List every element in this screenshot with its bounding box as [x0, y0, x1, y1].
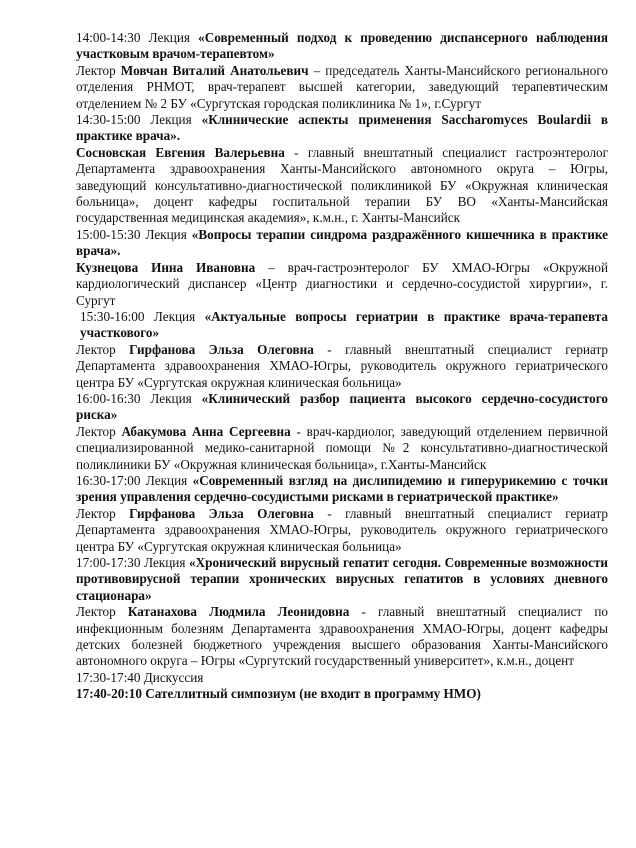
lecture-kind: Лекция — [150, 390, 192, 406]
program-item — [76, 309, 608, 391]
lecture-kind: Лекция — [145, 226, 187, 242]
lecture-heading — [76, 30, 608, 63]
lecturer-info — [76, 342, 608, 391]
program-item — [76, 112, 608, 227]
program-items — [76, 30, 608, 670]
lecture-kind: Лекция — [148, 30, 190, 45]
lecture-time: 14:30-15:00 — [76, 112, 141, 128]
lecturer-details: - главный внештатный специалист по инфекционным болезням Департамента здравоохранения ХМАО-Югры, доцент кафедры детских болезней бюджетного учреждения высшего образования Ханты-Мансийского автономного округа – Югры «Сургутский государственный университет», к.м.н., доцент — [76, 604, 608, 669]
lecturer-info — [76, 63, 608, 112]
lecture-title: «Хронический вирусный гепатит сегодня. Современные возможности противовирусной терапии хронических вирусных гепатитов в условиях дневного стационара» — [76, 555, 609, 603]
lecture-title: «Вопросы терапии синдрома раздражённого кишечника в практике врача». — [76, 226, 609, 259]
lecturer-info — [76, 145, 608, 227]
lecture-heading — [76, 391, 608, 424]
lecturer-prefix: Лектор — [76, 423, 116, 439]
lecture-kind: Лекция — [153, 308, 196, 324]
lecturer-details: – председатель Ханты-Мансийского регионального отделения РНМОТ, врач-терапевт высшей категории, заведующий терапевтическим отделением № 2 БУ «Сургутская городская поликлиника № 1», г.Сургут — [76, 62, 608, 111]
lecturer-info — [76, 604, 608, 670]
program-item — [76, 391, 608, 473]
lecturer-name: Кузнецова Инна Ивановна — [76, 259, 256, 275]
lecture-title: «Клинические аспекты применения Saccharomyces Boulardii в практике врача». — [76, 112, 609, 144]
lecturer-details: - главный внештатный специалист гериатр Департамента здравоохранения ХМАО-Югры, руководитель окружного гериатрического центра БУ «Сургутская окружная клиническая больница» — [76, 505, 609, 554]
program-item — [76, 30, 608, 112]
lecturer-info — [76, 260, 608, 309]
lecturer-details: - главный внештатный специалист гериатр Департамента здравоохранения ХМАО-Югры, руководитель окружного гериатрического центра БУ «Сургутская окружная клиническая больница» — [76, 341, 609, 390]
lecture-time: 17:00-17:30 — [76, 555, 141, 570]
lecturer-prefix: Лектор — [76, 604, 116, 620]
lecturer-info — [76, 424, 608, 473]
lecturer-name: Гирфанова Эльза Олеговна — [129, 505, 314, 521]
program-page — [76, 30, 608, 703]
lecture-title: «Клинический разбор пациента высокого сердечно-сосудистого риска» — [76, 390, 609, 423]
lecturer-name: Катанахова Людмила Леонидовна — [127, 604, 350, 620]
lecturer-name: Мовчан Виталий Анатольевич — [120, 62, 309, 78]
lecture-heading — [76, 112, 608, 145]
lecture-heading — [76, 227, 608, 260]
lecturer-prefix: Лектор — [76, 62, 116, 78]
lecture-title: «Современный подход к проведению диспансерного наблюдения участковым врачом-терапевтом» — [76, 30, 609, 62]
lecture-kind: Лекция — [150, 112, 192, 128]
lecture-time: 16:30-17:00 — [76, 472, 141, 488]
lecture-heading — [76, 309, 608, 342]
lecture-title: «Актуальные вопросы гериатрии в практике врача-терапевта участкового» — [80, 308, 609, 341]
lecturer-prefix: Лектор — [76, 341, 116, 357]
symposium-line: 17:40-20:10 Сателлитный симпозиум (не входит в программу НМО) — [76, 686, 481, 702]
program-item — [76, 555, 608, 670]
lecturer-info — [76, 506, 608, 555]
lecture-heading — [76, 555, 608, 604]
lecture-kind: Лекция — [144, 555, 186, 570]
lecturer-name: Абакумова Анна Сергеевна — [121, 423, 291, 439]
lecture-time: 14:00-14:30 — [76, 30, 141, 45]
program-item — [76, 473, 608, 555]
discussion-line: 17:30-17:40 Дискуссия — [76, 669, 204, 685]
lecture-time: 16:00-16:30 — [76, 390, 141, 406]
lecturer-name: Сосновская Евгения Валерьевна — [76, 144, 285, 160]
lecture-title: «Современный взгляд на дислипидемию и гиперурикемию с точки зрения управления сердечно-сосудистыми рисками в гериатрической практике» — [76, 472, 609, 505]
lecture-time: 15:30-16:00 — [80, 308, 145, 324]
lecture-heading — [76, 473, 608, 506]
lecture-kind: Лекция — [145, 472, 188, 488]
lecturer-details: - главный внештатный специалист гастроэнтеролог Департамента здравоохранения Ханты-Мансийского автономного округа – Югры, заведующий консультативно-диагностической поликлиникой БУ «Окружная клиническая больница», доцент кафедры госпитальной терапии БУ ВО «Ханты-Мансийская государственная медицинская академия», к.м.н., г. Ханты-Мансийск — [76, 144, 609, 226]
lecturer-details: – врач-гастроэнтеролог БУ ХМАО-Югры «Окружной кардиологический диспансер «Центр диагностики и сердечно-сосудистой хирургии», г. Сургут — [76, 259, 609, 308]
lecture-time: 15:00-15:30 — [76, 226, 141, 242]
program-item — [76, 227, 608, 309]
lecturer-prefix: Лектор — [76, 505, 116, 521]
lecturer-name: Гирфанова Эльза Олеговна — [129, 341, 314, 357]
lecturer-details: - врач-кардиолог, заведующий отделением первичной специализированной медико-санитарной помощи №2 консультативно-диагностической поликлиники БУ «Окружная клиническая больница», г.Ханты-Мансийск — [76, 423, 609, 472]
